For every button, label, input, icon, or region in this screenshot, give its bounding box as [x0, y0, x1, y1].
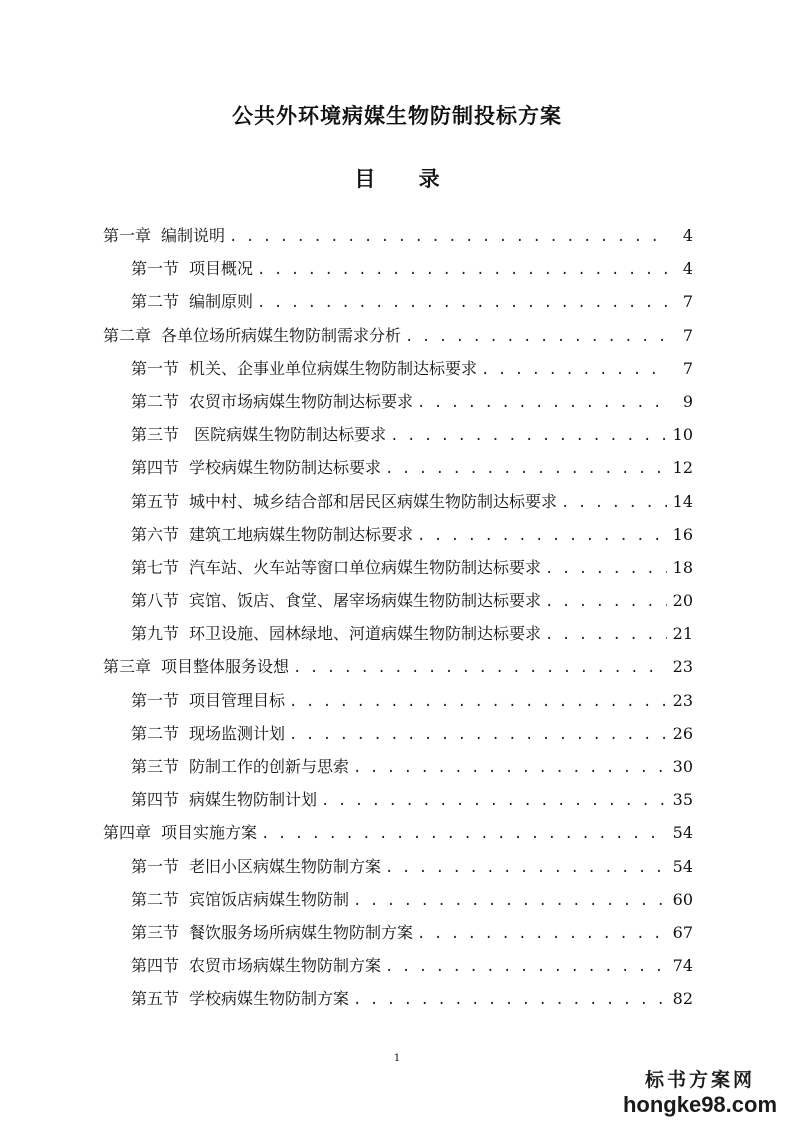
toc-leader-dots [261, 818, 667, 851]
toc-entry-title: 汽车站、火车站等窗口单位病媒生物防制达标要求 [189, 557, 542, 577]
toc-section-entry[interactable] [103, 352, 693, 385]
toc-section-entry[interactable] [103, 551, 693, 584]
toc-entry-number: 第四章 [103, 823, 152, 843]
toc-entry-number: 第八节 [131, 591, 180, 611]
toc-entry-number: 第三节 [131, 922, 180, 942]
toc-chapter-entry[interactable] [103, 319, 693, 352]
watermark-url: hongke98.com [622, 1092, 778, 1117]
toc-entry-page: 60 [672, 889, 693, 909]
toc-section-entry[interactable] [103, 883, 693, 916]
toc-entry-page: 67 [672, 922, 693, 942]
toc-entry-number: 第七节 [131, 557, 180, 577]
toc-section-entry[interactable] [103, 252, 693, 285]
toc-entry-page: 30 [672, 757, 693, 776]
toc-section-entry[interactable] [103, 750, 693, 783]
toc-leader-dots [289, 686, 667, 719]
toc-entry-page: 7 [682, 292, 693, 312]
toc-entry-page: 14 [672, 491, 693, 511]
toc-leader-dots [545, 553, 667, 586]
toc-entry-page: 21 [672, 624, 693, 644]
toc-heading: 目 录 [354, 167, 458, 191]
toc-leader-dots [257, 287, 667, 320]
toc-entry-page: 20 [672, 591, 693, 611]
toc-leader-dots [385, 951, 667, 984]
toc-entry-number: 第二节 [131, 391, 180, 411]
toc-section-entry[interactable] [103, 285, 693, 318]
toc-entry-title: 项目管理目标 [189, 690, 286, 710]
toc-leader-dots [561, 487, 667, 520]
toc-entry-title: 医院病媒生物防制达标要求 [189, 425, 387, 445]
toc-entry-number: 第三节 [131, 425, 180, 445]
toc-section-entry[interactable] [103, 385, 693, 418]
toc-section-entry[interactable] [103, 485, 693, 518]
document-title: 公共外环境病媒生物防制投标方案 [232, 104, 562, 128]
toc-leader-dots [289, 719, 667, 752]
toc-section-entry[interactable] [103, 418, 693, 451]
toc-entry-page: 82 [672, 989, 693, 1009]
toc-entry-number: 第二节 [131, 723, 180, 743]
toc-entry-title: 城中村、城乡结合部和居民区病媒生物防制达标要求 [189, 491, 558, 511]
toc-entry-page: 16 [672, 524, 693, 544]
toc-entry-page: 74 [672, 956, 693, 976]
toc-entry-title: 农贸市场病媒生物防制方案 [189, 956, 382, 976]
toc-leader-dots [385, 453, 667, 486]
toc-entry-number: 第六节 [131, 524, 180, 544]
toc-entry-number: 第一节 [131, 856, 180, 876]
toc-leader-dots [229, 221, 667, 254]
toc-entry-page: 35 [672, 790, 693, 810]
toc-leader-dots [353, 752, 667, 785]
toc-entry-title: 农贸市场病媒生物防制达标要求 [189, 391, 414, 411]
toc-entry-number: 第四节 [131, 956, 180, 976]
toc-entry-number: 第二章 [103, 325, 152, 345]
toc-entry-title: 编制原则 [189, 292, 254, 312]
toc-section-entry[interactable] [103, 850, 693, 883]
toc-entry-page: 23 [672, 690, 693, 710]
toc-entry-title: 宾馆、饭店、食堂、屠宰场病媒生物防制达标要求 [189, 591, 542, 611]
toc-entry-number: 第二节 [131, 889, 180, 909]
toc-entry-page: 18 [672, 557, 693, 577]
toc-entry-page: 23 [672, 657, 693, 677]
toc-entry-page: 54 [672, 856, 693, 876]
toc-entry-page: 4 [682, 226, 693, 245]
toc-entry-number: 第二节 [131, 292, 180, 312]
toc-leader-dots [353, 984, 667, 1017]
toc-entry-title: 老旧小区病媒生物防制方案 [189, 856, 382, 876]
toc-leader-dots [417, 387, 667, 420]
toc-section-entry[interactable] [103, 584, 693, 617]
toc-leader-dots [353, 885, 667, 918]
toc-entry-title: 机关、企事业单位病媒生物防制达标要求 [189, 358, 478, 378]
toc-entry-page: 7 [682, 325, 693, 345]
toc-section-entry[interactable] [103, 717, 693, 750]
toc-leader-dots [545, 619, 667, 652]
toc-entry-number: 第三节 [131, 757, 180, 776]
toc-entry-title: 学校病媒生物防制达标要求 [189, 458, 382, 478]
watermark-site-name: 标书方案网 [644, 1069, 755, 1091]
toc-leader-dots [385, 852, 667, 885]
toc-entry-page: 26 [672, 723, 693, 743]
toc-entry-number: 第四节 [131, 458, 180, 478]
toc-entry-number: 第一节 [131, 259, 180, 279]
toc-entry-number: 第五节 [131, 989, 180, 1009]
table-of-contents [103, 219, 693, 1016]
toc-section-entry[interactable] [103, 982, 693, 1015]
toc-entry-title: 学校病媒生物防制方案 [189, 989, 350, 1009]
toc-section-entry[interactable] [103, 518, 693, 551]
toc-chapter-entry[interactable] [103, 816, 693, 849]
toc-entry-title: 编制说明 [161, 226, 226, 245]
toc-entry-title: 项目概况 [189, 259, 254, 279]
toc-section-entry[interactable] [103, 451, 693, 484]
toc-entry-title: 宾馆饭店病媒生物防制 [189, 889, 350, 909]
toc-leader-dots [545, 586, 667, 619]
toc-section-entry[interactable] [103, 684, 693, 717]
toc-entry-page: 54 [672, 823, 693, 843]
toc-entry-page: 7 [682, 358, 693, 378]
toc-leader-dots [481, 354, 667, 387]
toc-entry-number: 第五节 [131, 491, 180, 511]
toc-entry-number: 第一节 [131, 690, 180, 710]
toc-entry-title: 现场监测计划 [189, 723, 286, 743]
toc-entry-page: 4 [682, 259, 693, 279]
toc-entry-page: 12 [672, 458, 693, 478]
toc-entry-title: 病媒生物防制计划 [189, 790, 318, 810]
toc-entry-number: 第九节 [131, 624, 180, 644]
toc-entry-title: 各单位场所病媒生物防制需求分析 [161, 325, 402, 345]
toc-entry-title: 环卫设施、园林绿地、河道病媒生物防制达标要求 [189, 624, 542, 644]
toc-entry-page: 10 [672, 425, 693, 445]
toc-entry-title: 餐饮服务场所病媒生物防制方案 [189, 922, 414, 942]
toc-section-entry[interactable] [103, 783, 693, 816]
toc-entry-number: 第一节 [131, 358, 180, 378]
toc-chapter-entry[interactable] [103, 650, 693, 683]
toc-leader-dots [417, 918, 667, 951]
toc-section-entry[interactable] [103, 949, 693, 982]
toc-section-entry[interactable] [103, 916, 693, 949]
toc-leader-dots [293, 652, 667, 685]
toc-section-entry[interactable] [103, 617, 693, 650]
page-number: 1 [393, 1053, 401, 1064]
toc-leader-dots [390, 420, 667, 453]
toc-entry-number: 第四节 [131, 790, 180, 810]
toc-entry-number: 第一章 [103, 226, 152, 245]
toc-leader-dots [405, 321, 667, 354]
toc-leader-dots [417, 520, 667, 553]
toc-entry-page: 9 [682, 391, 693, 411]
toc-leader-dots [257, 254, 667, 287]
toc-entry-number: 第三章 [103, 657, 152, 677]
toc-entry-title: 建筑工地病媒生物防制达标要求 [189, 524, 414, 544]
watermark-logo [620, 1068, 780, 1118]
toc-entry-title: 项目整体服务设想 [161, 657, 290, 677]
toc-chapter-entry[interactable] [103, 219, 693, 252]
toc-entry-title: 防制工作的创新与思索 [189, 757, 350, 776]
toc-entry-title: 项目实施方案 [161, 823, 258, 843]
toc-leader-dots [321, 785, 667, 818]
